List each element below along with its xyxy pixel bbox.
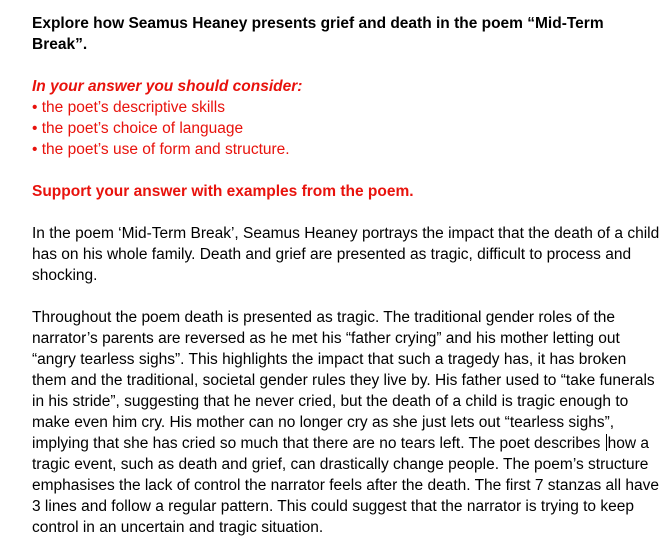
spacer xyxy=(32,55,662,76)
essay-paragraph-main xyxy=(32,307,662,538)
spacer xyxy=(32,286,662,307)
paragraph-text-before-cursor: Throughout the poem death is presented as tragic. The traditional gender roles of the narrator’s parents are reversed as he met his “father crying” and his mother letting out “angry tearless sighs”. This highlights the impact that such a tragedy has, it has broken them and the traditional, societal gender rules they live by. His father used to “take funerals in his stride”, suggesting that he never cried, but the death of a child is tragic enough to make even him cry. His mother can no longer cry as she just lets out “tearless sighs”, implying that she has cried so much that there are no tears left. The poet describes xyxy=(32,309,655,452)
document-body[interactable] xyxy=(32,13,662,538)
support-instruction: Support your answer with examples from the poem. xyxy=(32,183,414,200)
spacer xyxy=(32,202,662,223)
text-cursor xyxy=(606,434,607,451)
question-prompt: Explore how Seamus Heaney presents grief and death in the poem “Mid-Term Break”. xyxy=(32,15,604,53)
consider-bullet: • the poet’s descriptive skills xyxy=(32,99,225,116)
paragraph-text-after-cursor: how a tragic event, such as death and grief, can drastically change people. The poem’s structure emphasises the lack of control the narrator feels after the death. The first 7 stanzas all have 3 lines and follow a regular pattern. This could suggest that the narrator is trying to keep control in an uncertain and tragic situation. xyxy=(32,435,659,536)
consider-heading: In your answer you should consider: xyxy=(32,78,303,95)
consider-bullet: • the poet’s use of form and structure. xyxy=(32,141,290,158)
consider-bullet: • the poet’s choice of language xyxy=(32,120,244,137)
spacer xyxy=(32,160,662,181)
essay-paragraph-intro: In the poem ‘Mid-Term Break’, Seamus Heaney portrays the impact that the death of a child has on his whole family. Death and grief are presented as tragic, difficult to process and shocking. xyxy=(32,225,660,284)
